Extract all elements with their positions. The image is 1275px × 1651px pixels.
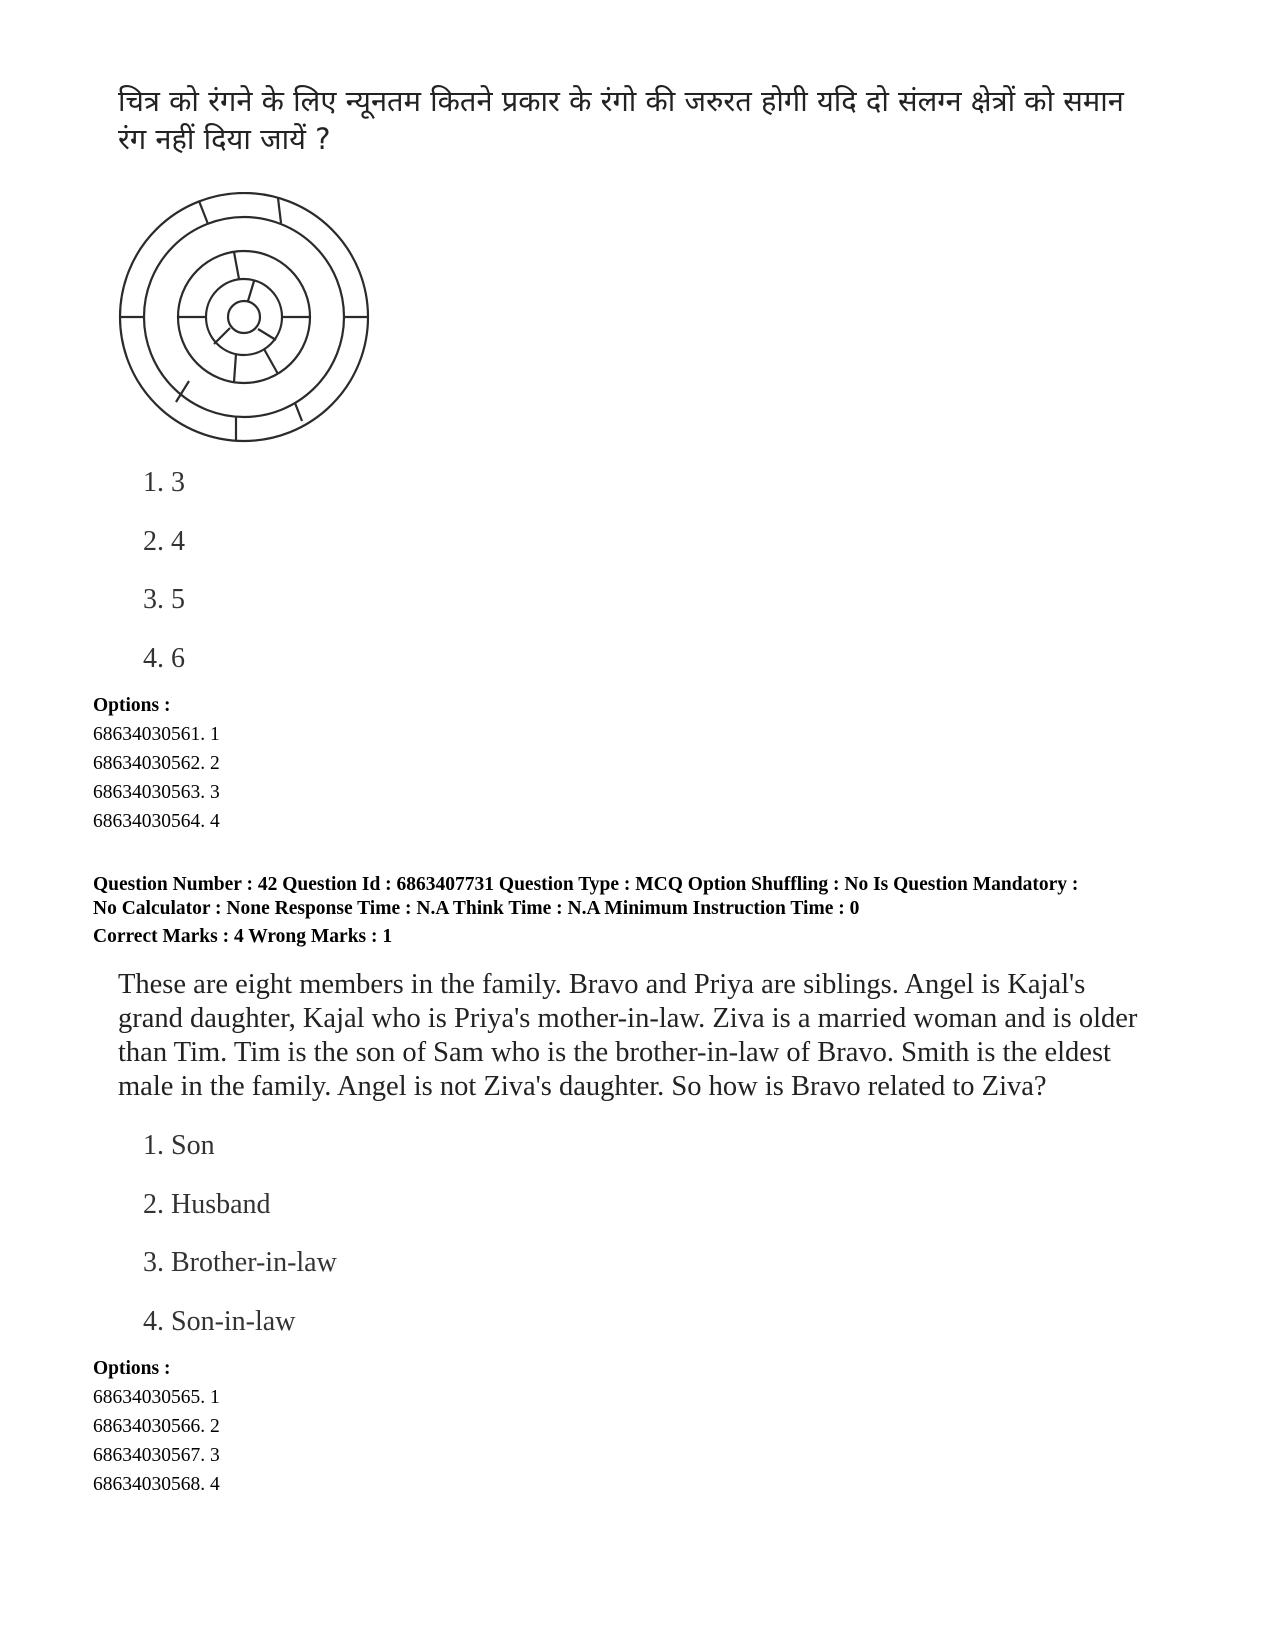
- question-42-meta-line-2: No Calculator : None Response Time : N.A Think Time : N.A Minimum Instruction Time : 0: [93, 898, 860, 919]
- second-ring-circle: [144, 217, 344, 417]
- concentric-rings-figure: [118, 192, 370, 444]
- question-42-choice-2[interactable]: 2. Husband: [143, 1189, 271, 1220]
- question-42-choice-4[interactable]: 4. Son-in-law: [143, 1306, 296, 1337]
- question-42-line-4: male in the family. Angel is not Ziva's daughter. So how is Bravo related to Ziva?: [118, 1071, 1047, 1102]
- center-circle: [228, 301, 260, 333]
- option-id: 68634030563. 3: [93, 782, 220, 803]
- question-41-choice-1[interactable]: 1. 3: [143, 467, 185, 498]
- question-41-choice-4[interactable]: 4. 6: [143, 643, 185, 674]
- option-id: 68634030567. 3: [93, 1445, 220, 1466]
- question-41-options: [93, 691, 220, 836]
- outer-divider: [278, 198, 281, 223]
- outer-ring-circle: [120, 193, 368, 441]
- outer-divider: [295, 403, 302, 421]
- inner-ring-divider: [234, 354, 236, 382]
- question-42-marks: Correct Marks : 4 Wrong Marks : 1: [93, 926, 393, 947]
- option-id: 68634030561. 1: [93, 724, 220, 745]
- option-id: 68634030568. 4: [93, 1474, 220, 1495]
- core-ring-divider: [248, 281, 254, 301]
- question-42-choice-1[interactable]: 1. Son: [143, 1130, 215, 1161]
- question-41-line-2: रंग नहीं दिया जायें ?: [118, 122, 331, 156]
- question-42-text: [118, 968, 1248, 1104]
- question-42-line-1: These are eight members in the family. Bravo and Priya are siblings. Angel is Kajal's: [118, 969, 1086, 1000]
- question-41-text: [118, 82, 1238, 158]
- question-42-options: [93, 1354, 220, 1499]
- option-id: 68634030566. 2: [93, 1416, 220, 1437]
- outer-divider: [199, 201, 208, 224]
- question-41-choice-3[interactable]: 3. 5: [143, 584, 185, 615]
- option-id: 68634030562. 2: [93, 753, 220, 774]
- question-42-meta-line-1: Question Number : 42 Question Id : 6863407731 Question Type : MCQ Option Shuffling : No Is Question Mandatory :: [93, 874, 1079, 895]
- inner-ring-divider: [264, 349, 278, 374]
- question-42-line-2: grand daughter, Kajal who is Priya's mother-in-law. Ziva is a married woman and is older: [118, 1003, 1138, 1034]
- options-heading: Options :: [93, 1358, 171, 1379]
- core-ring-divider: [258, 329, 276, 340]
- options-heading: Options :: [93, 695, 171, 716]
- question-42-choice-3[interactable]: 3. Brother-in-law: [143, 1247, 337, 1278]
- fourth-ring-circle: [206, 279, 282, 355]
- core-ring-divider: [214, 328, 230, 344]
- inner-ring-divider: [234, 252, 239, 279]
- option-id: 68634030565. 1: [93, 1387, 220, 1408]
- option-id: 68634030564. 4: [93, 811, 220, 832]
- question-41-line-1: चित्र को रंगने के लिए न्यूनतम कितने प्रकार के रंगो की जरुरत होगी यदि दो संलग्न क्षेत्रों को समान: [118, 84, 1124, 118]
- question-42-line-3: than Tim. Tim is the son of Sam who is the brother-in-law of Bravo. Smith is the eldest: [118, 1037, 1111, 1068]
- question-41-choice-2[interactable]: 2. 4: [143, 526, 185, 557]
- question-42-meta: [93, 873, 1213, 949]
